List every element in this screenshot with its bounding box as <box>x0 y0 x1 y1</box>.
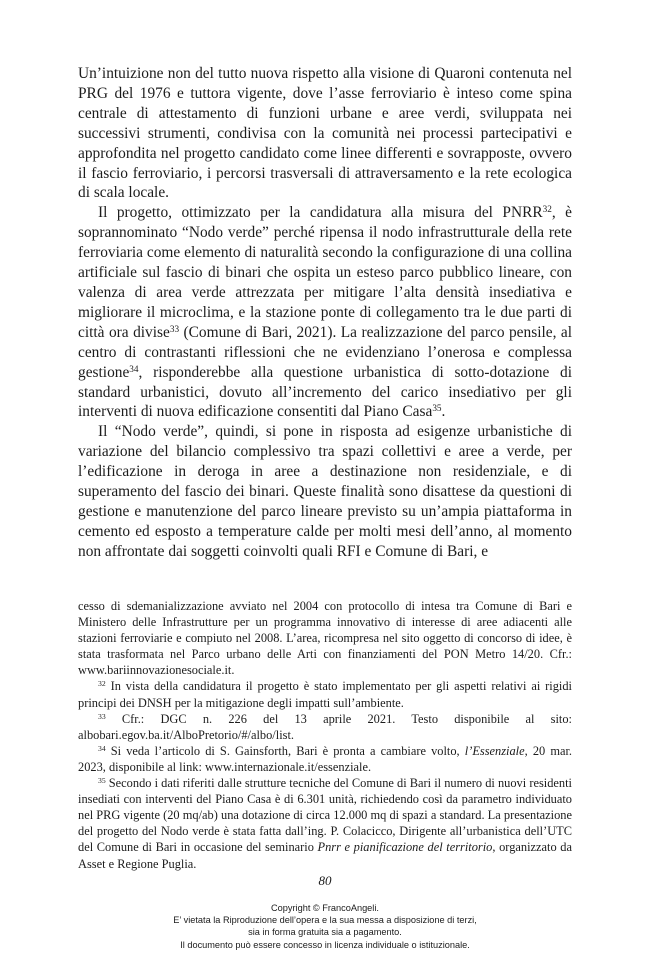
footnote-ref-34: 34 <box>129 363 139 374</box>
paragraph-2-text-4: , risponderebbe alla questione urbanistica di sotto-dotazione di standard urbanistici, dovuto all’incremento del carico insediativo per gli interventi di nuova edificazione consentiti dal Piano Casa <box>78 363 572 421</box>
footnote-continued: cesso di sdemanializzazione avviato nel 2004 con protocollo di intesa tra Comune di Bari e Ministero delle Infrastrutture per un programma innovativo di interesse di aree adiacenti alle stazioni ferroviarie e compiuto nel 2008. L’area, ricompresa nel sito oggetto di concorso di idee, è stata trasformata nel Parco urbano delle Arti con finanziamenti del PON Metro 14/20. Cfr.: www.bariinnovazionesociale.it. <box>78 599 572 678</box>
footnotes <box>78 598 572 872</box>
footnote-ref-33: 33 <box>169 323 180 334</box>
paragraph-2-text-2: , è soprannominato “Nodo verde” perché ripensa il nodo infrastrutturale della rete ferroviaria come elemento di naturalità secondo la configurazione di una collina artificiale sul fascio di binari che ospita un esteso parco pubblico lineare, con valenza di area verde attrezzata per mitigare l’alta densità insediativa e migliorare il microclima, e la stazione ponte di collegamento tra le due parti di città ora divise <box>78 204 572 341</box>
footnote-34 <box>78 743 572 775</box>
footnote-italic-title: l’Essenziale <box>464 743 525 758</box>
copyright-line-2: E’ vietata la Riproduzione dell’opera e la sua messa a disposizione di terzi, <box>173 915 477 926</box>
paragraph-2-text-1: Il progetto, ottimizzato per la candidatura alla misura del PNRR <box>98 204 543 222</box>
footnote-32 <box>78 678 572 710</box>
footnote-number: 35 <box>98 775 106 785</box>
footnote-number: 32 <box>98 679 106 689</box>
footnote-text: In vista della candidatura il progetto è stato implementato per gli aspetti relativi ai rigidi principi dei DNSH per la mitigazione degli impatti sull’ambiente. <box>78 679 572 710</box>
footnote-text: , organizzato da Asset e Regione Puglia. <box>78 840 572 871</box>
footnote-35 <box>78 775 572 872</box>
footnote-number: 33 <box>98 711 106 721</box>
paragraph-2 <box>78 203 572 422</box>
copyright-line-4: Il documento può essere concesso in licenza individuale o istituzionale. <box>180 939 470 950</box>
footnote-italic-title: Pnrr e pianificazione del territorio <box>317 840 493 855</box>
page-number: 80 <box>318 873 332 888</box>
footnote-number: 34 <box>98 743 106 753</box>
footnote-text: , 20 mar. 2023, disponibile al link: www.internazionale.it/essenziale. <box>78 743 572 774</box>
copyright-notice <box>0 902 650 951</box>
paragraph-1: Un’intuizione non del tutto nuova rispetto alla visione di Quaroni contenuta nel PRG del 1976 e tuttora vigente, dove l’asse ferroviario è inteso come spina centrale di attestamento di funzioni urbane e aree verdi, sviluppata nei successivi strumenti, condivisa con la comunità nei processi partecipativi e approfondita nel progetto candidato come linee differenti e sovrapposte, ovvero il fascio ferroviario, i percorsi trasversali di attraversamento e la rete ecologica di scala locale. <box>78 65 572 202</box>
paragraph-2-text-5: . <box>441 403 446 421</box>
paragraph-2-text-3: (Comune di Bari, 2021). La realizzazione del parco pensile, al centro di contrastanti riflessioni che ne evidenziano l’onerosa e complessa gestione <box>78 323 572 381</box>
footnote-text: Si veda l’articolo di S. Gainsforth, Bari è pronta a cambiare volto, <box>105 743 465 758</box>
footnote-text: Secondo i dati riferiti dalle strutture tecniche del Comune di Bari il numero di nuovi residenti insediati con interventi del Piano Casa è di 6.301 unità, richiedendo così da parametro individuato nel PRG vigente (20 mq/ab) una dotazione di circa 12.000 mq di spazi a standard. La presentazione del progetto del Nodo verde è stata fatta dall’ing. P. Colacicco, Dirigente all’urbanistica dell’UTC del Comune di Bari in occasione del seminario <box>78 776 572 855</box>
paragraph-3: Il “Nodo verde”, quindi, si pone in risposta ad esigenze urbanistiche di variazione del bilancio complessivo tra spazi collettivi e aree a verde, per l’edificazione in deroga in aree a destinazione non residenziale, e di superamento del fascio dei binari. Queste finalità sono disattese da questioni di gestione e manutenzione del parco lineare previsto su un’ampia piattaforma in cemento ed esposto a temperature calde per molti mesi dell’anno, al momento non affrontate dai soggetti coinvolti quali RFI e Comune di Bari, e <box>78 423 572 560</box>
footnote-ref-32: 32 <box>542 204 552 215</box>
footnote-33 <box>78 711 572 743</box>
footnote-text: Cfr.: DGC n. 226 del 13 aprile 2021. Testo disponibile al sito: albobari.egov.ba.it/AlboPretorio/#/albo/list. <box>78 711 572 742</box>
copyright-line-3: sia in forma gratuita sia a pagamento. <box>248 927 402 938</box>
footnote-ref-35: 35 <box>432 403 442 414</box>
copyright-line-1: Copyright © FrancoAngeli. <box>271 903 379 913</box>
main-text <box>78 64 572 562</box>
